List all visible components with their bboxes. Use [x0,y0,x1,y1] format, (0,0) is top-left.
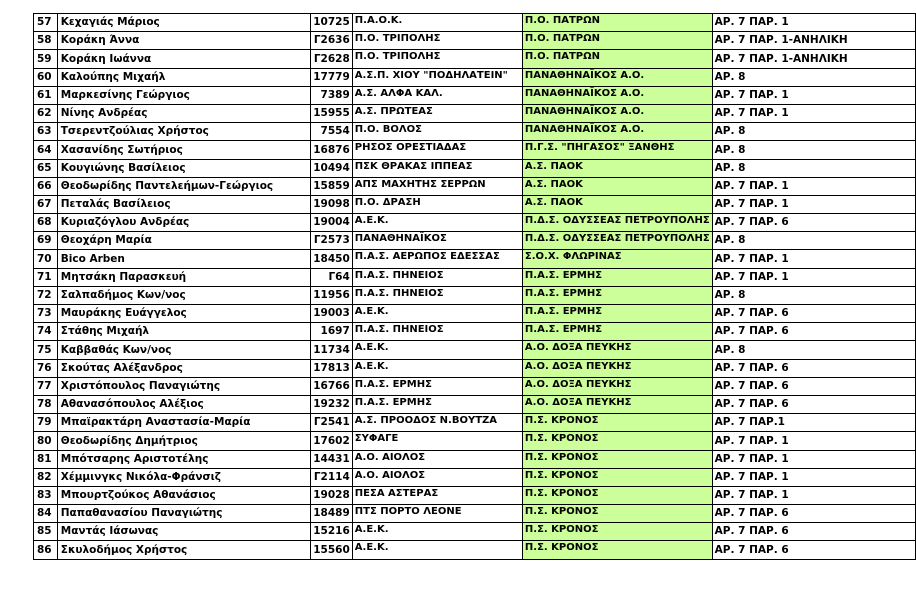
from-club-cell: Α.Σ. ΑΛΦΑ ΚΑΛ. [352,86,522,104]
row-number-cell: 65 [34,159,58,177]
athlete-code-cell: Γ2541 [311,414,353,432]
table-row [34,32,916,50]
row-number-cell: 59 [34,50,58,68]
athlete-name-cell: Σκούτας Αλέξανδρος [57,359,310,377]
article-reference-cell: ΑΡ. 8 [712,141,915,159]
table-row [34,468,916,486]
athlete-code-cell: Γ2628 [311,50,353,68]
row-number-cell: 85 [34,523,58,541]
to-club-cell: Π.Ο. ΠΑΤΡΩΝ [522,14,712,32]
table-row [34,486,916,504]
article-reference-cell: ΑΡ. 7 ΠΑΡ. 6 [712,323,915,341]
to-club-cell: Π.Σ. ΚΡΟΝΟΣ [522,414,712,432]
athlete-code-cell: Γ2114 [311,468,353,486]
athlete-name-cell: Θεοδωρίδης Παντελεήμων-Γεώργιος [57,177,310,195]
to-club-cell: Π.Α.Σ. ΕΡΜΗΣ [522,305,712,323]
to-club-cell: Π.Σ. ΚΡΟΝΟΣ [522,523,712,541]
article-reference-cell: ΑΡ. 8 [712,341,915,359]
article-reference-cell: ΑΡ. 7 ΠΑΡ. 1 [712,14,915,32]
to-club-cell: Σ.Ο.Χ. ΦΛΩΡΙΝΑΣ [522,250,712,268]
table-row [34,68,916,86]
from-club-cell: Α.Σ. ΠΡΩΤΕΑΣ [352,104,522,122]
to-club-cell: ΠΑΝΑΘΗΝΑΪΚΟΣ Α.Ο. [522,104,712,122]
from-club-cell: Α.Ε.Κ. [352,523,522,541]
row-number-cell: 83 [34,486,58,504]
athlete-code-cell: 19028 [311,486,353,504]
row-number-cell: 68 [34,214,58,232]
article-reference-cell: ΑΡ. 7 ΠΑΡ. 6 [712,359,915,377]
athlete-name-cell: Μπουρτζούκος Αθανάσιος [57,486,310,504]
athlete-name-cell: Καλούπης Μιχαήλ [57,68,310,86]
athlete-code-cell: 17813 [311,359,353,377]
table-row [34,414,916,432]
athlete-name-cell: Νίνης Ανδρέας [57,104,310,122]
from-club-cell: Α.Σ. ΠΡΟΟΔΟΣ Ν.ΒΟΥΤΖΑ [352,414,522,432]
athlete-code-cell: 7389 [311,86,353,104]
table-row [34,14,916,32]
article-reference-cell: ΑΡ. 8 [712,232,915,250]
row-number-cell: 79 [34,414,58,432]
row-number-cell: 72 [34,286,58,304]
row-number-cell: 80 [34,432,58,450]
article-reference-cell: ΑΡ. 7 ΠΑΡ. 1 [712,450,915,468]
article-reference-cell: ΑΡ. 7 ΠΑΡ. 1 [712,177,915,195]
table-row [34,195,916,213]
to-club-cell: Π.Δ.Σ. ΟΔΥΣΣΕΑΣ ΠΕΤΡΟΥΠΟΛΗΣ [522,214,712,232]
athlete-name-cell: Θεοδωρίδης Δημήτριος [57,432,310,450]
athlete-name-cell: Καββαθάς Κων/νος [57,341,310,359]
athlete-code-cell: 18450 [311,250,353,268]
from-club-cell: ΣΥΦΑΓΕ [352,432,522,450]
athlete-code-cell: 10725 [311,14,353,32]
row-number-cell: 73 [34,305,58,323]
athlete-code-cell: 19232 [311,395,353,413]
transfers-table [33,13,916,560]
to-club-cell: Π.Σ. ΚΡΟΝΟΣ [522,432,712,450]
athlete-name-cell: Στάθης Μιχαήλ [57,323,310,341]
to-club-cell: Α.Σ. ΠΑΟΚ [522,177,712,195]
to-club-cell: Π.Σ. ΚΡΟΝΟΣ [522,468,712,486]
transfers-table-body [34,14,916,560]
row-number-cell: 60 [34,68,58,86]
from-club-cell: Π.Α.Ο.Κ. [352,14,522,32]
article-reference-cell: ΑΡ. 7 ΠΑΡ. 6 [712,395,915,413]
athlete-code-cell: Γ2573 [311,232,353,250]
row-number-cell: 66 [34,177,58,195]
from-club-cell: Π.Ο. ΔΡΑΣΗ [352,195,522,213]
table-row [34,541,916,559]
article-reference-cell: ΑΡ. 7 ΠΑΡ. 1-ΑΝΗΛΙΚΗ [712,50,915,68]
article-reference-cell: ΑΡ. 7 ΠΑΡ. 6 [712,305,915,323]
from-club-cell: Α.Ε.Κ. [352,214,522,232]
article-reference-cell: ΑΡ. 7 ΠΑΡ.1 [712,414,915,432]
table-row [34,104,916,122]
to-club-cell: Π.Γ.Σ. "ΠΗΓΑΣΟΣ" ΞΑΝΘΗΣ [522,141,712,159]
athlete-name-cell: Bico Arben [57,250,310,268]
table-row [34,505,916,523]
athlete-code-cell: Γ64 [311,268,353,286]
article-reference-cell: ΑΡ. 7 ΠΑΡ. 6 [712,523,915,541]
table-row [34,232,916,250]
athlete-code-cell: 19098 [311,195,353,213]
from-club-cell: Π.Α.Σ. ΠΗΝΕΙΟΣ [352,286,522,304]
to-club-cell: Π.Σ. ΚΡΟΝΟΣ [522,486,712,504]
article-reference-cell: ΑΡ. 7 ΠΑΡ. 6 [712,377,915,395]
to-club-cell: Π.Α.Σ. ΕΡΜΗΣ [522,268,712,286]
athlete-name-cell: Μαυράκης Ευάγγελος [57,305,310,323]
row-number-cell: 57 [34,14,58,32]
from-club-cell: ΠΣΚ ΘΡΑΚΑΣ ΙΠΠΕΑΣ [352,159,522,177]
athlete-name-cell: Χασανίδης Σωτήριος [57,141,310,159]
row-number-cell: 76 [34,359,58,377]
athlete-code-cell: 15560 [311,541,353,559]
table-row [34,214,916,232]
row-number-cell: 78 [34,395,58,413]
athlete-code-cell: 16766 [311,377,353,395]
table-row [34,450,916,468]
article-reference-cell: ΑΡ. 7 ΠΑΡ. 1-ΑΝΗΛΙΚΗ [712,32,915,50]
table-row [34,377,916,395]
row-number-cell: 82 [34,468,58,486]
table-row [34,305,916,323]
to-club-cell: Π.Σ. ΚΡΟΝΟΣ [522,541,712,559]
from-club-cell: Π.Ο. ΤΡΙΠΟΛΗΣ [352,50,522,68]
article-reference-cell: ΑΡ. 7 ΠΑΡ. 1 [712,432,915,450]
article-reference-cell: ΑΡ. 7 ΠΑΡ. 1 [712,195,915,213]
to-club-cell: ΠΑΝΑΘΗΝΑΪΚΟΣ Α.Ο. [522,68,712,86]
athlete-code-cell: 19003 [311,305,353,323]
to-club-cell: Α.Σ. ΠΑΟΚ [522,195,712,213]
row-number-cell: 69 [34,232,58,250]
athlete-name-cell: Πεταλάς Βασίλειος [57,195,310,213]
athlete-name-cell: Κουγιώνης Βασίλειος [57,159,310,177]
table-row [34,341,916,359]
athlete-code-cell: 17602 [311,432,353,450]
row-number-cell: 63 [34,123,58,141]
from-club-cell: Π.Α.Σ. ΠΗΝΕΙΟΣ [352,323,522,341]
athlete-code-cell: 11956 [311,286,353,304]
to-club-cell: Α.Ο. ΔΟΞΑ ΠΕΥΚΗΣ [522,359,712,377]
athlete-code-cell: 7554 [311,123,353,141]
row-number-cell: 77 [34,377,58,395]
to-club-cell: Α.Ο. ΔΟΞΑ ΠΕΥΚΗΣ [522,341,712,359]
article-reference-cell: ΑΡ. 8 [712,123,915,141]
article-reference-cell: ΑΡ. 7 ΠΑΡ. 6 [712,505,915,523]
athlete-name-cell: Κυριαζόγλου Ανδρέας [57,214,310,232]
athlete-name-cell: Μαντάς Ιάσωνας [57,523,310,541]
athlete-code-cell: 18489 [311,505,353,523]
table-row [34,159,916,177]
athlete-name-cell: Κοράκη Ιωάννα [57,50,310,68]
athlete-code-cell: 11734 [311,341,353,359]
athlete-name-cell: Μπαϊρακτάρη Αναστασία-Μαρία [57,414,310,432]
to-club-cell: Α.Ο. ΔΟΞΑ ΠΕΥΚΗΣ [522,377,712,395]
article-reference-cell: ΑΡ. 7 ΠΑΡ. 1 [712,250,915,268]
row-number-cell: 70 [34,250,58,268]
row-number-cell: 67 [34,195,58,213]
table-row [34,359,916,377]
article-reference-cell: ΑΡ. 7 ΠΑΡ. 1 [712,486,915,504]
table-row [34,177,916,195]
athlete-name-cell: Σκυλοδήμος Χρήστος [57,541,310,559]
to-club-cell: ΠΑΝΑΘΗΝΑΪΚΟΣ Α.Ο. [522,123,712,141]
article-reference-cell: ΑΡ. 8 [712,286,915,304]
athlete-name-cell: Χέμμινγκς Νικόλα-Φράνσιζ [57,468,310,486]
athlete-code-cell: 17779 [311,68,353,86]
to-club-cell: Π.Δ.Σ. ΟΔΥΣΣΕΑΣ ΠΕΤΡΟΥΠΟΛΗΣ [522,232,712,250]
to-club-cell: Π.Α.Σ. ΕΡΜΗΣ [522,323,712,341]
to-club-cell: Π.Σ. ΚΡΟΝΟΣ [522,450,712,468]
row-number-cell: 62 [34,104,58,122]
row-number-cell: 81 [34,450,58,468]
article-reference-cell: ΑΡ. 7 ΠΑΡ. 1 [712,268,915,286]
athlete-name-cell: Θεοχάρη Μαρία [57,232,310,250]
from-club-cell: Α.Ε.Κ. [352,359,522,377]
from-club-cell: Π.Ο. ΒΟΛΟΣ [352,123,522,141]
from-club-cell: ΠΤΣ ΠΟΡΤΟ ΛΕΟΝΕ [352,505,522,523]
article-reference-cell: ΑΡ. 8 [712,68,915,86]
athlete-name-cell: Κεχαγιάς Μάριος [57,14,310,32]
row-number-cell: 71 [34,268,58,286]
table-row [34,432,916,450]
row-number-cell: 64 [34,141,58,159]
athlete-name-cell: Χριστόπουλος Παναγιώτης [57,377,310,395]
row-number-cell: 58 [34,32,58,50]
to-club-cell: Α.Ο. ΔΟΞΑ ΠΕΥΚΗΣ [522,395,712,413]
athlete-code-cell: 10494 [311,159,353,177]
from-club-cell: ΑΠΣ ΜΑΧΗΤΗΣ ΣΕΡΡΩΝ [352,177,522,195]
table-row [34,86,916,104]
athlete-code-cell: 19004 [311,214,353,232]
from-club-cell: Α.Σ.Π. ΧΙΟΥ "ΠΟΔΗΛΑΤΕΙΝ" [352,68,522,86]
from-club-cell: Π.Α.Σ. ΑΕΡΩΠΟΣ ΕΔΕΣΣΑΣ [352,250,522,268]
table-row [34,50,916,68]
from-club-cell: Π.Α.Σ. ΕΡΜΗΣ [352,395,522,413]
article-reference-cell: ΑΡ. 7 ΠΑΡ. 1 [712,86,915,104]
table-row [34,523,916,541]
from-club-cell: Π.Α.Σ. ΕΡΜΗΣ [352,377,522,395]
athlete-name-cell: Μητσάκη Παρασκευή [57,268,310,286]
athlete-name-cell: Μπότσαρης Αριστοτέλης [57,450,310,468]
row-number-cell: 86 [34,541,58,559]
table-row [34,250,916,268]
to-club-cell: Π.Ο. ΠΑΤΡΩΝ [522,50,712,68]
from-club-cell: Α.Ε.Κ. [352,341,522,359]
article-reference-cell: ΑΡ. 8 [712,159,915,177]
from-club-cell: Π.Α.Σ. ΠΗΝΕΙΟΣ [352,268,522,286]
to-club-cell: Π.Ο. ΠΑΤΡΩΝ [522,32,712,50]
from-club-cell: ΠΕΣΑ ΑΣΤΕΡΑΣ [352,486,522,504]
from-club-cell: Α.Ε.Κ. [352,541,522,559]
athlete-name-cell: Μαρκεσίνης Γεώργιος [57,86,310,104]
table-row [34,395,916,413]
row-number-cell: 74 [34,323,58,341]
to-club-cell: ΠΑΝΑΘΗΝΑΪΚΟΣ Α.Ο. [522,86,712,104]
athlete-code-cell: 15955 [311,104,353,122]
from-club-cell: ΡΗΣΟΣ ΟΡΕΣΤΙΑΔΑΣ [352,141,522,159]
athlete-code-cell: 15216 [311,523,353,541]
from-club-cell: Π.Ο. ΤΡΙΠΟΛΗΣ [352,32,522,50]
athlete-code-cell: 16876 [311,141,353,159]
article-reference-cell: ΑΡ. 7 ΠΑΡ. 1 [712,468,915,486]
to-club-cell: Π.Α.Σ. ΕΡΜΗΣ [522,286,712,304]
table-row [34,286,916,304]
athlete-code-cell: 14431 [311,450,353,468]
to-club-cell: Α.Σ. ΠΑΟΚ [522,159,712,177]
athlete-name-cell: Τσερεντζούλιας Χρήστος [57,123,310,141]
athlete-name-cell: Παπαθανασίου Παναγιώτης [57,505,310,523]
row-number-cell: 84 [34,505,58,523]
row-number-cell: 61 [34,86,58,104]
athlete-name-cell: Αθανασόπουλος Αλέξιος [57,395,310,413]
article-reference-cell: ΑΡ. 7 ΠΑΡ. 6 [712,214,915,232]
athlete-name-cell: Σαλπαδήμος Κων/νος [57,286,310,304]
athlete-name-cell: Κοράκη Άννα [57,32,310,50]
article-reference-cell: ΑΡ. 7 ΠΑΡ. 6 [712,541,915,559]
athlete-code-cell: 1697 [311,323,353,341]
from-club-cell: Α.Ο. ΑΙΟΛΟΣ [352,450,522,468]
athlete-code-cell: 15859 [311,177,353,195]
table-row [34,323,916,341]
from-club-cell: Α.Ο. ΑΙΟΛΟΣ [352,468,522,486]
to-club-cell: Π.Σ. ΚΡΟΝΟΣ [522,505,712,523]
from-club-cell: Α.Ε.Κ. [352,305,522,323]
table-row [34,268,916,286]
article-reference-cell: ΑΡ. 7 ΠΑΡ. 1 [712,104,915,122]
row-number-cell: 75 [34,341,58,359]
from-club-cell: ΠΑΝΑΘΗΝΑΪΚΟΣ [352,232,522,250]
table-row [34,141,916,159]
athlete-code-cell: Γ2636 [311,32,353,50]
table-row [34,123,916,141]
